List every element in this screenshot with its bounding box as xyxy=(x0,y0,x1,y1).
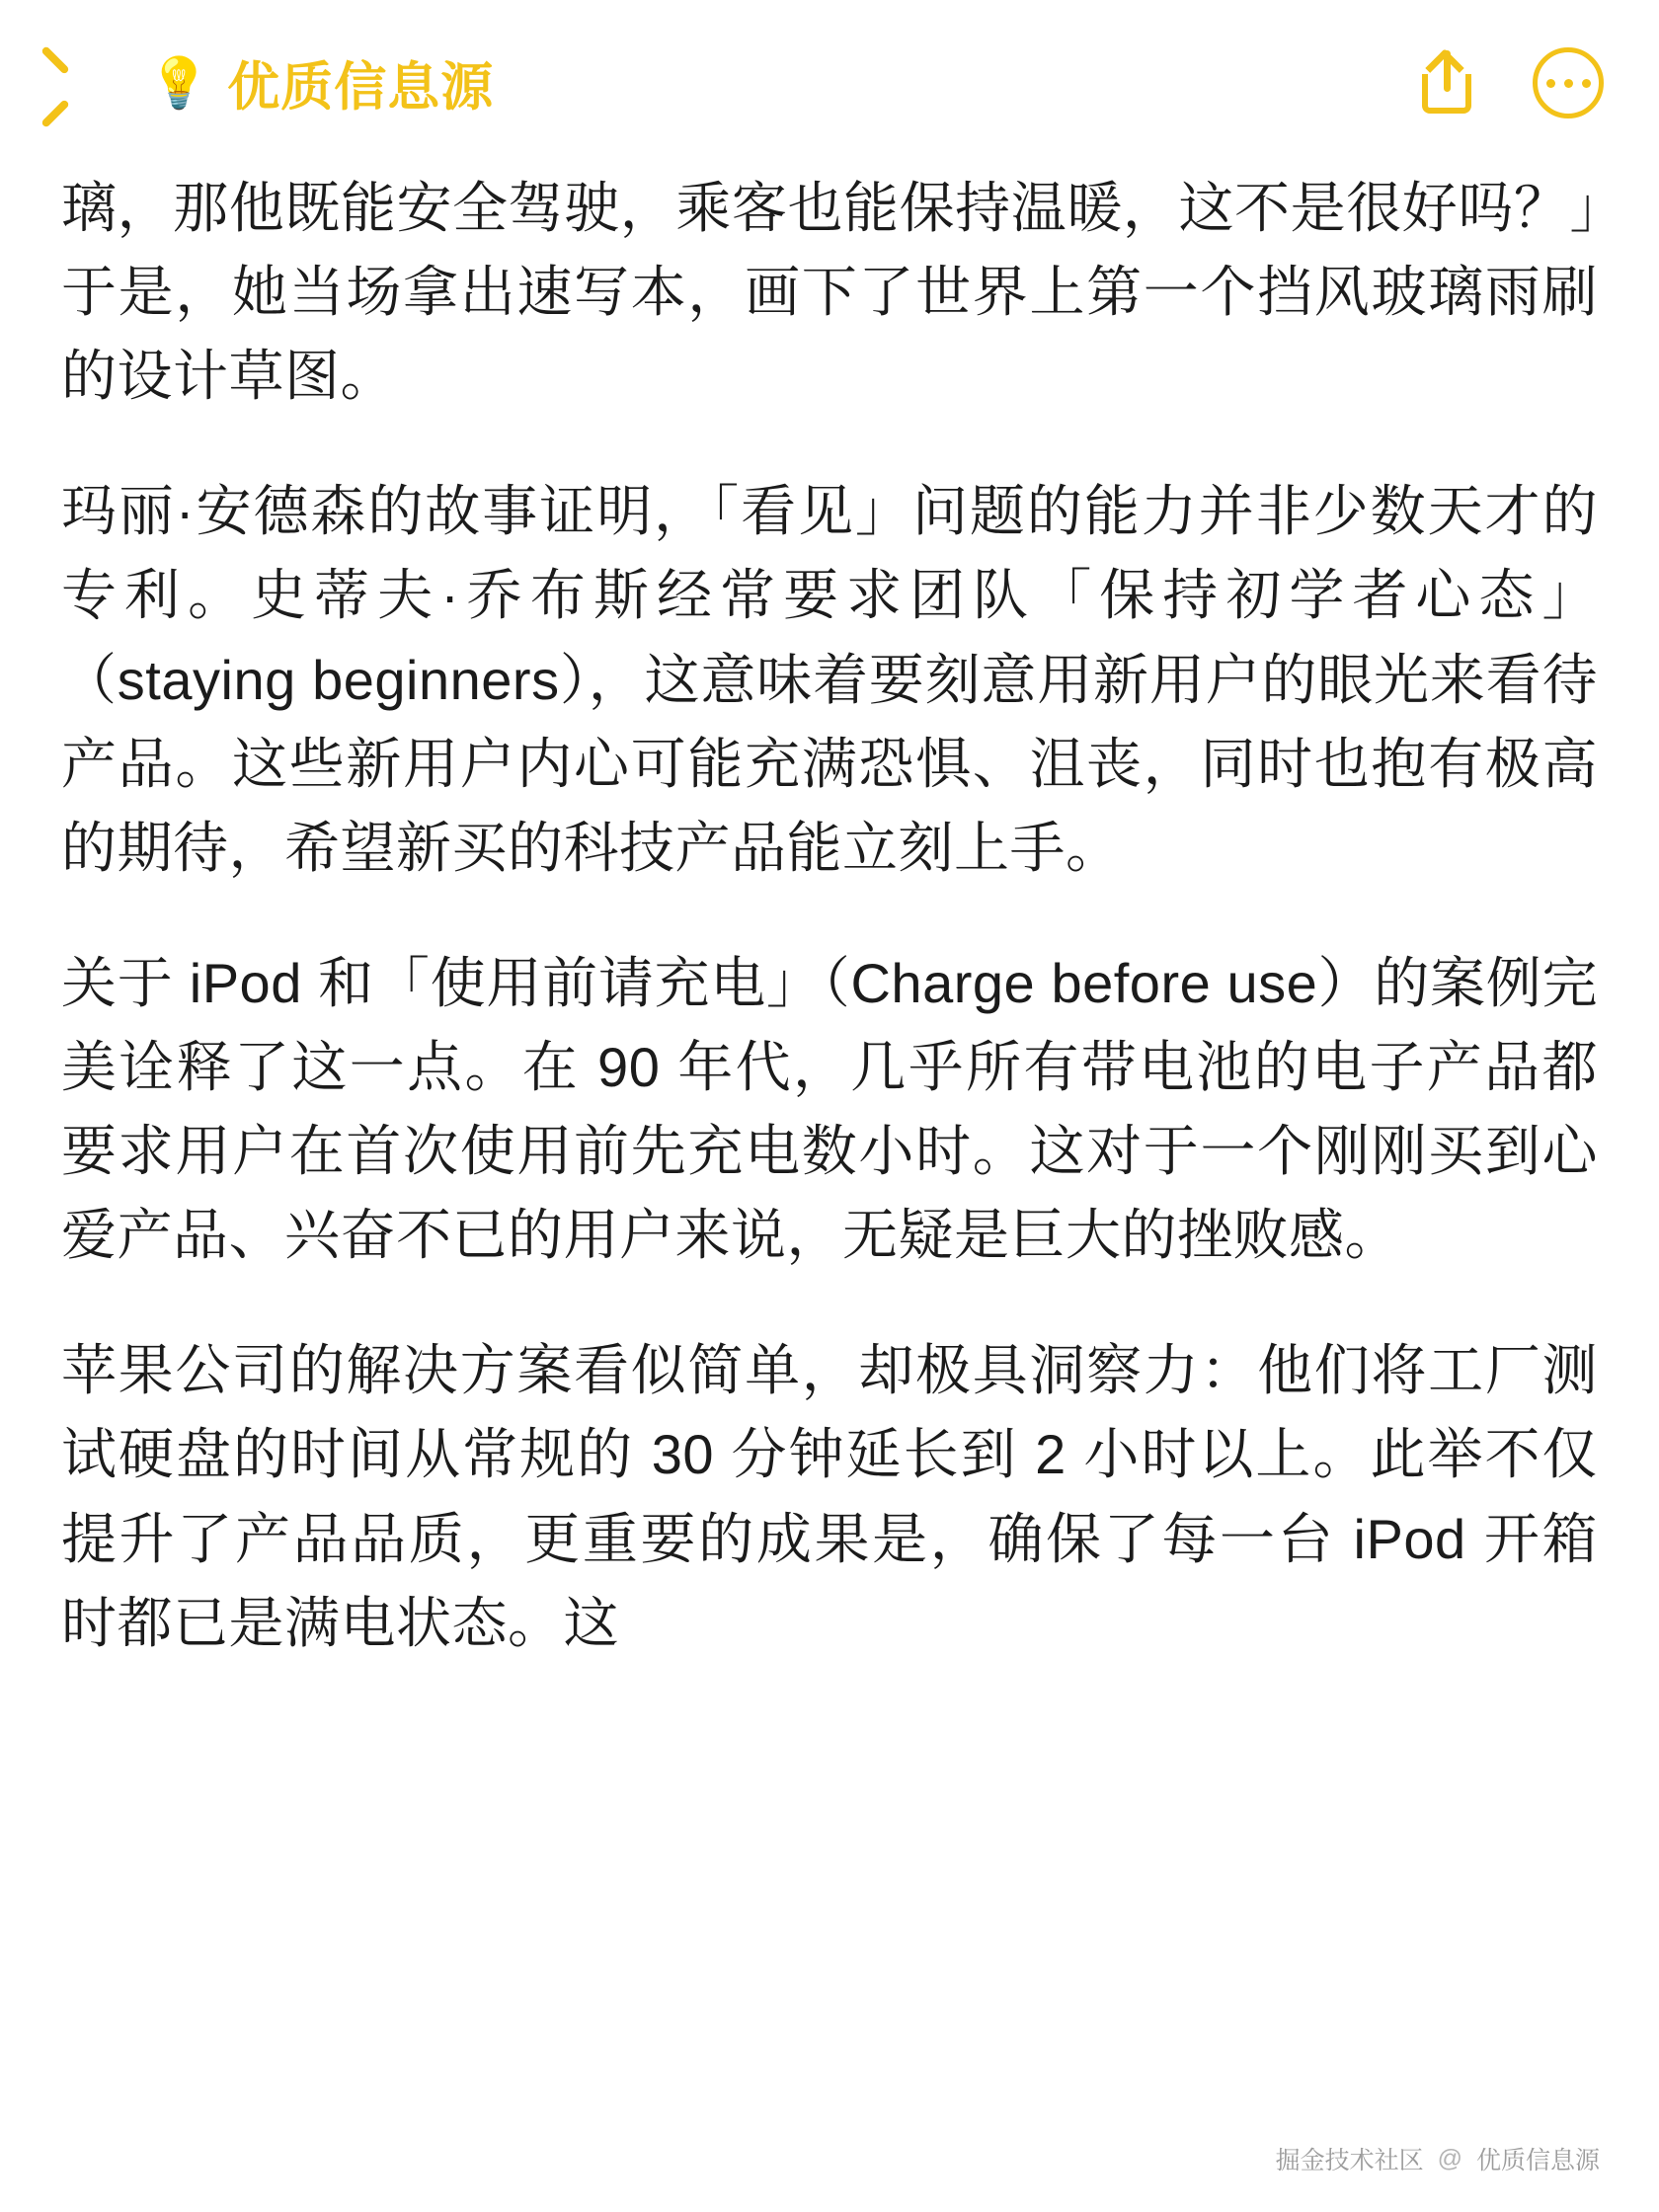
more-dot-1 xyxy=(1546,79,1555,88)
top-actions xyxy=(1420,47,1604,118)
top-navigation-bar xyxy=(0,0,1659,166)
article-paragraph: 关于 iPod 和「使用前请充电」（Charge before use）的案例完美诠释了这一点。在 90 年代，几乎所有带电池的电子产品都要求用户在首次使用前先充电数小时。这对于一个刚刚买到心爱产品、兴奋不已的用户来说，无疑是巨大的挫败感。 xyxy=(61,951,1598,1267)
article-paragraph: 璃，那他既能安全驾驶，乘客也能保持温暖，这不是很好吗？」于是，她当场拿出速写本，画下了世界上第一个挡风玻璃雨刷的设计草图。 xyxy=(61,177,1598,408)
page-title-text: 优质信息源 xyxy=(227,58,495,117)
more-dot-2 xyxy=(1564,79,1573,88)
more-dot-3 xyxy=(1582,79,1591,88)
article-paragraph: 苹果公司的解决方案看似简单，却极具洞察力：他们将工厂测试硬盘的时间从常规的 30 分钟延长到 2 小时以上。此举不仅提升了产品品质，更重要的成果是，确保了每一台 iPod 开箱时都已是满电状态。这 xyxy=(61,1339,1598,1654)
lightbulb-icon: 💡 xyxy=(148,55,210,111)
watermark-author: 优质信息源 xyxy=(1475,2147,1600,2174)
chevron-left-icon xyxy=(61,54,95,112)
article-body xyxy=(0,166,1659,1665)
back-button[interactable] xyxy=(61,46,124,119)
watermark xyxy=(1276,2141,1600,2176)
more-options-icon[interactable] xyxy=(1533,47,1604,118)
share-icon[interactable] xyxy=(1420,50,1475,116)
page-title xyxy=(148,45,494,120)
watermark-site: 掘金技术社区 xyxy=(1275,2147,1424,2174)
article-paragraph: 玛丽·安德森的故事证明，「看见」问题的能力并非少数天才的专利。史蒂夫·乔布斯经常要求团队「保持初学者心态」（staying beginners），这意味着要刻意用新用户的眼光来看待产品。这些新用户内心可能充满恐惧、沮丧，同时也抱有极高的期待，希望新买的科技产品能立刻上手。 xyxy=(61,480,1598,879)
watermark-separator: @ xyxy=(1437,2144,1462,2172)
